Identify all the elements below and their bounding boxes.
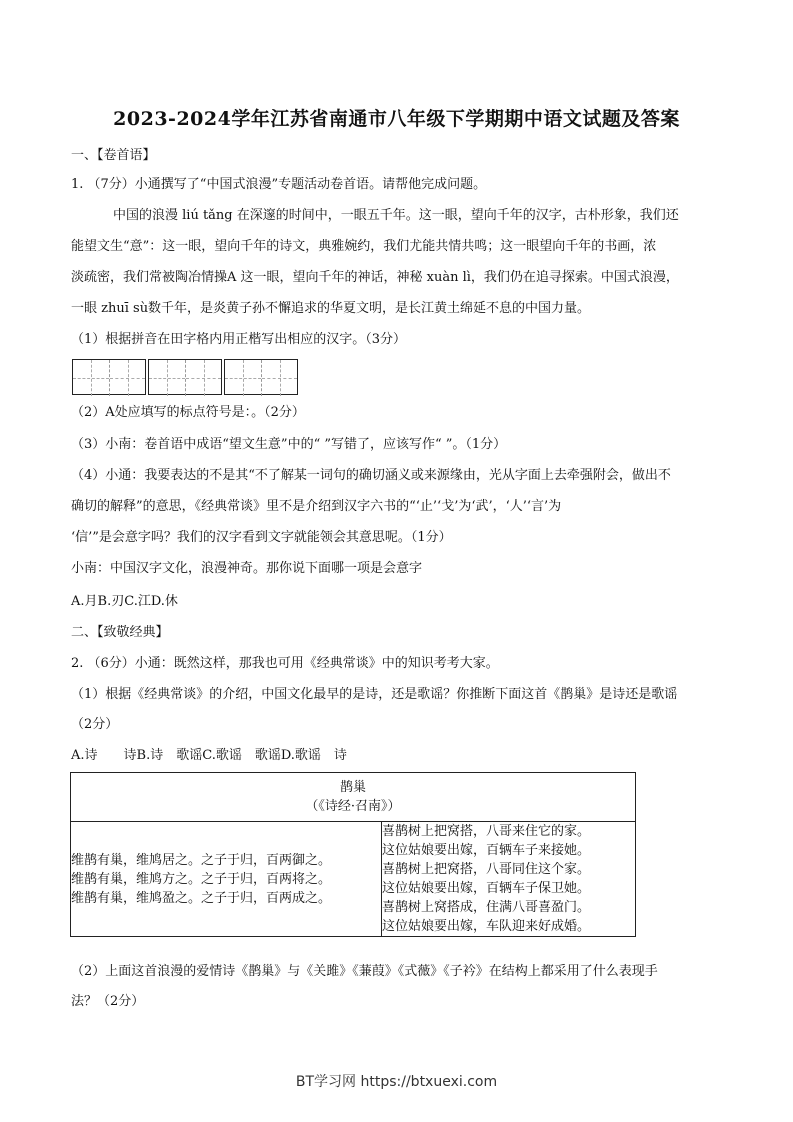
poem-translation bbox=[382, 822, 636, 937]
grid-group bbox=[224, 359, 298, 395]
translation-line: 喜鹊树上窝搭成，住满八哥喜盈门。 bbox=[382, 900, 591, 915]
grid-group bbox=[72, 359, 146, 395]
passage-line: 能望文生“意”：这一眼，望向千年的诗文，典雅婉约，我们尤能共情共鸣；这一眼望向千年的书画，浓 bbox=[71, 239, 657, 254]
section-heading: 一、【卷首语】 bbox=[71, 148, 156, 163]
section-heading: 二、【致敬经典】 bbox=[71, 625, 169, 640]
grid-cell[interactable] bbox=[73, 360, 109, 396]
translation-line: 这位姑娘要出嫁，百辆车子来接她。 bbox=[382, 843, 591, 858]
poem-title: 鹊巢 bbox=[339, 780, 366, 795]
poem-table bbox=[70, 772, 636, 937]
question-stem: 1. （7分）小通撰写了“中国式浪漫”专题活动卷首语。请帮他完成问题。 bbox=[71, 177, 487, 192]
grid-cell[interactable] bbox=[185, 360, 221, 396]
sub-question: 法？（2分） bbox=[71, 994, 145, 1009]
translation-line: 喜鹊树上把窝搭，八哥同住这个家。 bbox=[382, 862, 591, 877]
answer-options: A.月B.刃C.江D.休 bbox=[71, 594, 178, 609]
grid-cell[interactable] bbox=[149, 360, 185, 396]
dialogue-line: 小南：中国汉字文化，浪漫神奇。那你说下面哪一项是会意字 bbox=[71, 561, 423, 576]
translation-line: 这位姑娘要出嫁，百辆车子保卫她。 bbox=[382, 881, 591, 896]
passage-line: 一眼 zhuī sù数千年，是炎黄子孙不懈追求的华夏文明，是长江黄土绵延不息的中国力量。 bbox=[71, 301, 591, 316]
grid-group bbox=[148, 359, 222, 395]
grid-cell[interactable] bbox=[225, 360, 261, 396]
sub-question: （4）小通：我要表达的不是其“不了解某一词句的确切涵义或来源缘由，光从字面上去牵强附会，做出不 bbox=[71, 468, 671, 483]
page-title: 2023-2024学年江苏省南通市八年级下学期期中语文试题及答案 bbox=[113, 108, 680, 130]
poem-line: 维鹊有巢，维鸠居之。之子于归，百两御之。 bbox=[71, 852, 332, 868]
poem-header bbox=[71, 773, 636, 822]
poem-line: 维鹊有巢，维鸠方之。之子于归，百两将之。 bbox=[71, 871, 332, 887]
sub-question: （2）A处应填写的标点符号是：。（2分） bbox=[71, 405, 305, 420]
poem-original bbox=[71, 822, 382, 937]
sub-question: ‘信’”是会意字吗？我们的汉字看到文字就能领会其意思呢。（1分） bbox=[71, 530, 452, 545]
passage-line: 中国的浪漫 liú tǎng 在深邃的时间中，一眼五千年。这一眼，望向千年的汉字，古朴形象，我们还 bbox=[113, 208, 679, 223]
translation-line: 喜鹊树上把窝搭，八哥来住它的家。 bbox=[382, 824, 591, 839]
grid-cell[interactable] bbox=[261, 360, 297, 396]
sub-question: （3）小南：卷首语中成语“望文生意”中的“ ”写错了，应该写作“ ”。（1分） bbox=[71, 437, 507, 452]
footer-watermark: BT学习网 https://btxuexi.com bbox=[295, 1074, 498, 1090]
translation-line: 这位姑娘要出嫁，车队迎来好成婚。 bbox=[382, 919, 591, 934]
poem-line: 维鹊有巢，维鸠盈之。之子于归，百两成之。 bbox=[71, 890, 332, 906]
answer-options: A.诗 诗B.诗 歌谣C.歌谣 歌谣D.歌谣 诗 bbox=[71, 748, 347, 763]
sub-question: （2分） bbox=[71, 717, 119, 732]
sub-question: （2）上面这首浪漫的爱情诗《鹊巢》与《关雎》《蒹葭》《式薇》《子衿》在结构上都采用了什么表现手 bbox=[71, 964, 658, 979]
passage-line: 淡疏密，我们常被陶冶情操A 这一眼，望向千年的神话，神秘 xuàn lì，我们仍在追寻探索。中国式浪漫， bbox=[71, 270, 679, 285]
sub-question: （1）根据拼音在田字格内用正楷写出相应的汉字。（3分） bbox=[71, 332, 407, 347]
writing-grid bbox=[72, 359, 298, 395]
question-stem: 2. （6分）小通：既然这样，那我也可用《经典常谈》中的知识考考大家。 bbox=[71, 656, 499, 671]
sub-question: 确切的解释”的意思，《经典常谈》里不是介绍到汉字六书的“‘止’‘戈’为‘武’，‘人’‘言’为 bbox=[71, 499, 562, 514]
grid-cell[interactable] bbox=[109, 360, 145, 396]
poem-source: （《诗经·召南》） bbox=[305, 799, 401, 814]
sub-question: （1）根据《经典常谈》的介绍，中国文化最早的是诗，还是歌谣？你推断下面这首《鹊巢》是诗还是歌谣 bbox=[71, 687, 678, 702]
